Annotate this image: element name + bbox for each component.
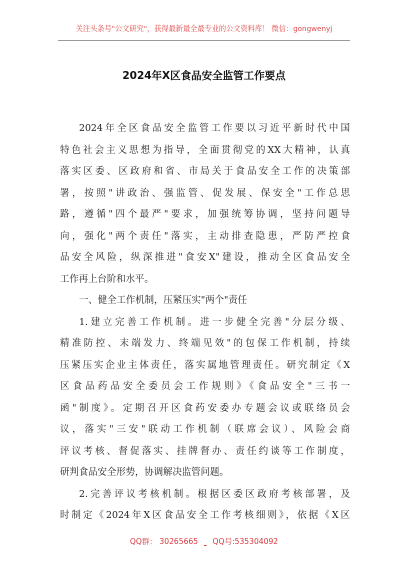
body-line: 压紧压实企业主体责任，落实属地管理责任。研究制定《X [60,359,350,371]
body-line: 2.完善评议考核机制。根据区委区政府考核部署，及 [79,488,350,500]
footer-qq-group: QQ群： 30265665 [129,537,199,546]
body-line: 署，按照"讲政治、强监管、促发展、保安全"工作总思 [60,187,350,199]
body-line: 函"制度》。定期召开区食药安委办专题会议或联络员会 [60,402,350,414]
body-line: 1.建立完善工作机制。进一步健全完善"分层分级、 [79,316,350,328]
footer-qq-number: QQ号:535304092 [212,537,279,546]
body-line: 品安全风险，纵深推进"食安X"建设，推动全区食品安全 [60,252,350,263]
section-heading: 一、健全工作机制，压紧压实"两个"责任 [79,295,248,306]
header-divider [58,40,350,41]
body-line: 精准防控、末端发力、终端见效"的包保工作机制，持续 [60,338,350,349]
body-line: 特色社会主义思想为指导，全面贯彻党的XX大精神，认真 [60,144,350,156]
document-title: 2024年X区食品安全监管工作要点 [122,70,286,82]
footer-contact [0,536,408,547]
body-line: 时制定《2024年X区食品安全工作考核细则》，依据《X区 [60,510,350,521]
body-line: 评议考核、督促落实、挂牌督办、责任约谈等工作制度， [60,445,350,457]
document-body [60,118,350,527]
body-line: 落实区委、区政府和省、市局关于食品安全工作的决策部 [60,166,350,177]
body-line: 路，遵循"四个最严"要求，加强统筹协调，坚持问题导 [60,209,350,220]
body-line: 研判食品安全形势，协调解决监管问题。 [60,467,229,478]
body-line: 向，强化"两个责任"落实，主动排查隐患，严防严控食 [60,230,350,242]
body-line: 2024年全区食品安全监管工作要以习近平新时代中国 [79,123,350,134]
header-promo-note: 关注头条号"公文研究"，获得最新最全最专业的公文资料库！ 微信：gongwenyj [75,24,333,33]
body-line: 工作再上台阶和水平。 [60,273,154,285]
body-line: 区食品药品安全委员会工作规则》《食品安全"三书一 [60,381,350,392]
body-line: 议，落实"三安"联动工作机制（联席会议）、风险会商 [60,424,350,435]
